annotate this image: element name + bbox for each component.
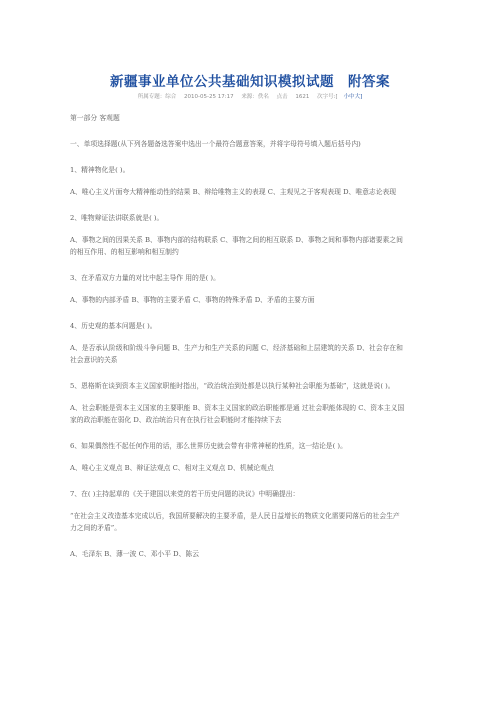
document-meta [0, 92, 500, 100]
question-4-options-cont: 社会意识的关系 [70, 356, 118, 364]
question-3: 3、在矛盾双方力量的对比中起主导作 用的是( )。 [70, 274, 220, 282]
question-4-options: A、是否承认阶级和阶级斗争问题 B、生产力和生产关系的问题 C、经济基础和上层建筑的关系 D、社会存在和 [70, 344, 403, 352]
question-1: 1、精神物化是( )。 [70, 166, 130, 174]
question-5: 5、恩格斯在谈到资本主义国家职能时指出，“政治统治到处都是以执行某种社会职能为基础”，这就是说( )。 [70, 382, 395, 390]
meta-date: 2010-05-25 17:17 [184, 94, 234, 100]
font-size-switch[interactable]: 小中大] [343, 94, 363, 100]
question-7: 7、在( )主持起草的《关于建国以来党的若干历史问题的决议》中明确提出： [70, 490, 300, 498]
question-6-options: A、唯心主义观点 B、辩证法观点 C、相对主义观点 D、机械论观点 [70, 464, 274, 472]
question-6: 6、如果偶然性不起任何作用的话，那么世界历史就会带有非常神秘的性质，这一结论是( )。 [70, 442, 347, 450]
question-2-options-cont: 的相互作用、的相互影响和相互制约 [70, 248, 179, 256]
question-7-options: A、毛泽东 B、薄一波 C、邓小平 D、陈云 [70, 550, 199, 558]
document-title: 新疆事业单位公共基础知识模拟试题 附答案 [110, 74, 390, 90]
section-heading: 第一部分 客观题 [70, 114, 120, 122]
meta-category: 所属专题：综合 [137, 94, 177, 100]
meta-source: 来源：佚名 [241, 94, 269, 100]
question-7-quote: “在社会主义改造基本完成以后，我国所要解决的主要矛盾，是人民日益增长的物质文化需要同落后的社会生产 [70, 512, 400, 520]
document-body [70, 112, 435, 560]
question-2: 2、唯物辩证法讲联系就是( )。 [70, 214, 164, 222]
question-3-options: A、事物的内部矛盾 B、事物的主要矛盾 C、事物的特殊矛盾 D、矛盾的主要方面 [70, 296, 315, 304]
question-4: 4、历史观的基本问题是( )。 [70, 322, 157, 330]
question-2-options: A、事物之间的因果关系 B、事物内部的结构联系 C、事物之间的相互联系 D、事物之间和事物内部诸要素之间 [70, 236, 403, 244]
meta-font-label: 次字号:[ [317, 94, 338, 100]
meta-clicks: 点击 [276, 94, 288, 100]
question-5-options-cont: 家的政治职能在弱化 D、政治统治只有在执行社会职能时才能持续下去 [70, 416, 282, 424]
meta-hits: 1621 [295, 94, 310, 100]
question-7-quote-cont: 力之间的矛盾”。 [70, 524, 122, 532]
question-1-options: A、唯心主义片面夸大精神能动性的结果 B、辩给唯物主义的表现 C、主观见之于客观表现 D、唯意志论表现 [70, 188, 397, 196]
question-5-options: A、社会职能是资本主义国家的主要职能 B、资本主义国家的政治职能都是通 过社会职能体现的 C、资本主义国 [70, 404, 405, 412]
instructions: 一、单项选择题(从下列各题备选答案中选出一个最符合题意答案，并将字母符号填入题后括号内) [70, 140, 361, 148]
